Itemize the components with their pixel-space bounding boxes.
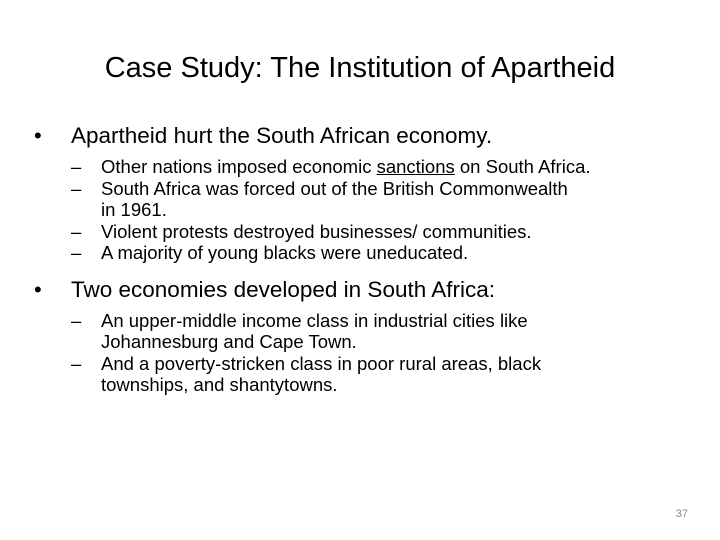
text-segment: Other nations imposed economic: [101, 156, 377, 177]
bullet-economy: [34, 122, 694, 150]
sub-bullet-text: [101, 178, 694, 221]
slide-title: Case Study: The Institution of Apartheid: [104, 52, 616, 84]
slide-body: [34, 122, 694, 396]
page-number: 37: [675, 508, 688, 520]
dash-marker: –: [71, 242, 82, 263]
bullet-two-economies: [34, 276, 694, 304]
sub-bullet-protests: [71, 221, 694, 243]
sub-bullet-text: [101, 310, 694, 353]
text-line: in 1961.: [101, 199, 167, 220]
sub-bullet-text: [101, 156, 694, 178]
sub-bullet-list: [71, 156, 694, 264]
sub-bullet-commonwealth: [71, 178, 694, 221]
text-line: Johannesburg and Cape Town.: [101, 331, 357, 352]
underlined-term: sanctions: [376, 156, 455, 177]
text-line: South Africa was forced out of the British Commonwealth: [101, 177, 568, 199]
sub-bullet-upper-class: [71, 310, 694, 353]
sub-bullet-text: [101, 353, 694, 396]
dash-marker: –: [71, 309, 82, 331]
dash-marker: –: [71, 177, 82, 199]
dash-marker: –: [71, 156, 82, 177]
dash-marker: –: [71, 220, 82, 242]
bullet-text: Apartheid hurt the South African economy.: [71, 123, 493, 148]
bullet-text: Two economies developed in South Africa:: [71, 276, 496, 302]
sub-bullet-text: Violent protests destroyed businesses/ communities.: [101, 220, 532, 242]
sub-bullet-education: [71, 242, 694, 264]
sub-bullet-sanctions: [71, 156, 694, 178]
sub-bullet-list: [71, 310, 694, 396]
text-line: And a poverty-stricken class in poor rural areas, black: [101, 352, 542, 374]
sub-bullet-poverty-class: [71, 353, 694, 396]
bullet-marker: •: [34, 123, 42, 148]
dash-marker: –: [71, 352, 82, 374]
text-segment: on South Africa.: [454, 156, 591, 177]
bullet-marker: •: [34, 276, 42, 302]
text-line: townships, and shantytowns.: [101, 374, 338, 395]
sub-bullet-text: A majority of young blacks were uneducated.: [101, 242, 469, 263]
text-line: An upper-middle income class in industrial cities like: [101, 309, 528, 331]
